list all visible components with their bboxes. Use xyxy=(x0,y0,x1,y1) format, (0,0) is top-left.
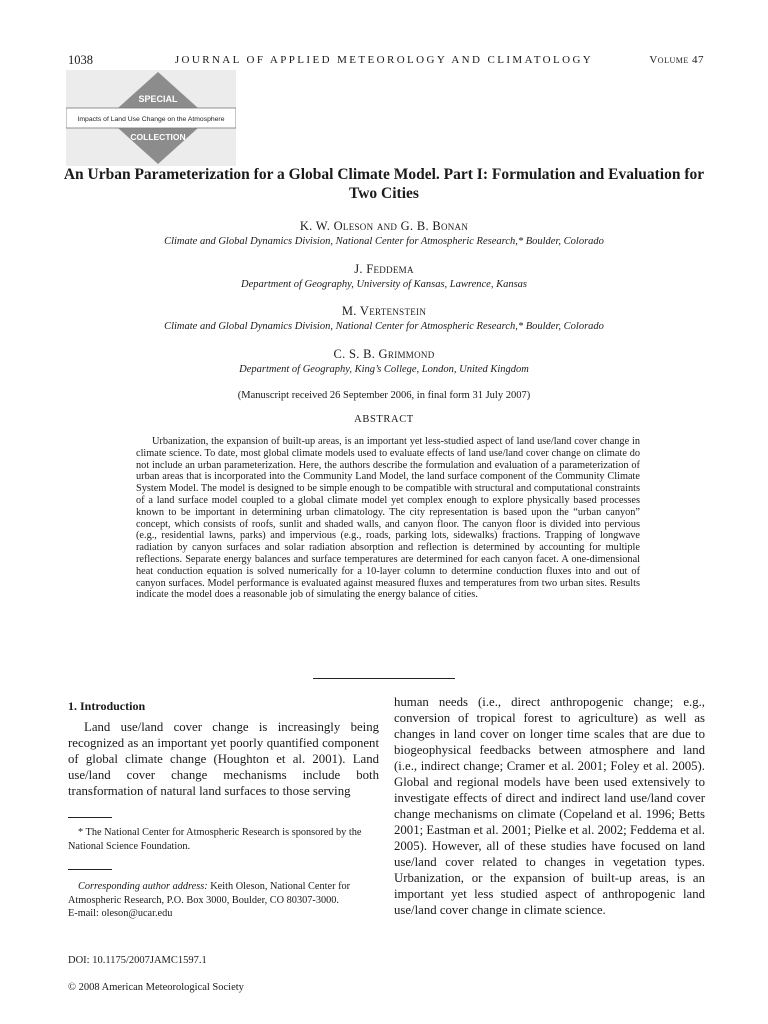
special-collection-logo xyxy=(66,70,236,166)
volume-label: Volume 47 xyxy=(649,54,704,66)
corr-label: Corresponding author address: xyxy=(78,881,208,892)
corr-address: Keith Oleson, National Center for Atmospheric Research, P.O. Box 3000, Boulder, CO 80307-3000. xyxy=(68,881,351,906)
author-line-2: J. Feddema xyxy=(354,262,414,276)
affiliation-line-1: Climate and Global Dynamics Division, National Center for Atmospheric Research,* Boulder, Colorado xyxy=(164,236,604,247)
abstract-heading: ABSTRACT xyxy=(354,414,414,425)
corr-email: E-mail: oleson@ucar.edu xyxy=(68,908,173,919)
intro-paragraph-right: human needs (i.e., direct anthropogenic change; e.g., conversion of tropical forest to agriculture) as well as changes in land cover on longer time scales that are due to biogeophysical feedbacks between atmosphere and land (i.e., indirect change; Cramer et al. 2001; Foley et al. 2005). Global and regional models have been used extensively to investigate effects of direct and indirect land use/land cover change mechanisms on climate (Copeland et al. 1996; Betts 2001; Eastman et al. 2001; Pielke et al. 2002; Feddema et al. 2005). However, all of these studies have focused on land use/land cover related to changes in vegetation types. Urbanization, or the expansion of built-up areas, is an important yet less studied aspect of anthropogenic land use/land cover change in climate science. xyxy=(394,695,705,917)
author-line-4: C. S. B. Grimmond xyxy=(333,347,435,361)
logo-special-text: SPECIAL xyxy=(138,94,178,104)
affiliation-line-2: Department of Geography, University of Kansas, Lawrence, Kansas xyxy=(240,279,527,290)
running-header xyxy=(0,53,768,71)
journal-title: JOURNAL OF APPLIED METEOROLOGY AND CLIMATOLOGY xyxy=(174,54,594,66)
section-heading-introduction: 1. Introduction xyxy=(68,699,146,713)
logo-collection-text: COLLECTION xyxy=(130,132,186,142)
affiliation-line-4: Department of Geography, King’s College, London, United Kingdom xyxy=(239,364,529,375)
doi-line: DOI: 10.1175/2007JAMC1597.1 xyxy=(68,955,207,966)
footnote-ncar: * The National Center for Atmospheric Research is sponsored by the National Science Foundation. xyxy=(68,827,362,852)
page-number: 1038 xyxy=(68,53,93,67)
footnote-divider xyxy=(68,817,112,818)
affiliation-line-3: Climate and Global Dynamics Division, National Center for Atmospheric Research,* Boulder, Colorado xyxy=(164,321,604,332)
logo-middle-text: Impacts of Land Use Change on the Atmosphere xyxy=(77,116,225,123)
abstract-text: Urbanization, the expansion of built-up areas, is an important yet less-studied aspect of land use/land cover change in climate science. To date, most global climate models used to evaluate effects of land use/land cover change on climate do not include an urban parameterization. Here, the authors describe the formulation and evaluation of a parameterization of urban areas that is incorporated into the Community Land Model, the land surface component of the Community Climate System Model. The model is designed to be simple enough to be compatible with structural and computational constraints of a land surface model coupled to a global climate model yet complex enough to explore physically based processes known to be important in determining urban climatology. The city representation is based upon the “urban canyon” concept, which consists of roofs, sunlit and shaded walls, and canyon floor. The canyon floor is divided into pervious (e.g., residential lawns, parks) and impervious (e.g., roads, parking lots, sidewalks) fractions. Trapping of longwave radiation by canyon surfaces and solar radiation absorption and reflection is determined by accounting for multiple reflections. Separate energy balances and surface temperatures are determined for each canyon facet. A one-dimensional heat conduction equation is solved numerically for a 10-layer column to determine conduction fluxes into and out of canyon surfaces. Model performance is evaluated against measured fluxes and temperatures from two urban sites. Results indicate the model does a reasonable job of simulating the energy balance of cities. xyxy=(136,436,640,601)
manuscript-dates: (Manuscript received 26 September 2006, in final form 31 July 2007) xyxy=(237,390,531,401)
footnote-divider-2 xyxy=(68,869,112,870)
article-title: An Urban Parameterization for a Global Climate Model. Part I: Formulation and Evaluation for Two Cities xyxy=(63,166,705,202)
copyright-line: © 2008 American Meteorological Society xyxy=(68,982,244,993)
intro-paragraph-left: Land use/land cover change is increasingly being recognized as an important yet poorly quantified component of global climate change (Houghton et al. 2001). Land use/land cover change mechanisms include both transformation of natural land surfaces to those serving xyxy=(68,720,379,798)
author-line-3: M. Vertenstein xyxy=(341,304,427,318)
corresponding-author-note xyxy=(68,880,379,921)
section-divider xyxy=(313,678,455,679)
author-line-1: K. W. Oleson and G. B. Bonan xyxy=(299,219,469,233)
